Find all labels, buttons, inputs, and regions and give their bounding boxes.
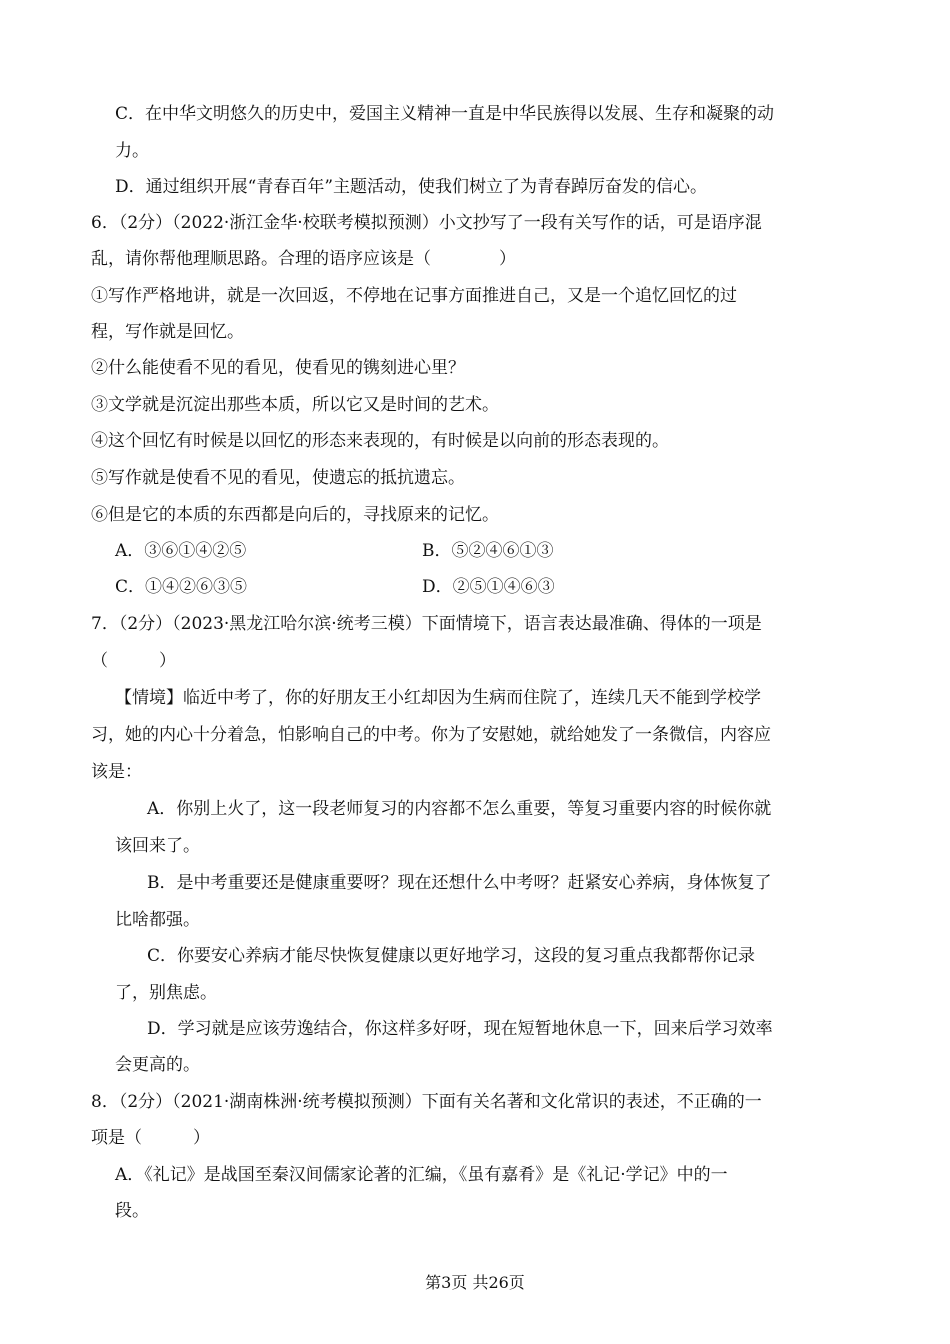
q7-option-a-line2: 该回来了。: [115, 836, 200, 856]
q6-option-b: B．⑤②④⑥①③: [422, 541, 554, 561]
q5-option-c-line1: C．在中华文明悠久的历史中，爱国主义精神一直是中华民族得以发展、生存和凝聚的动: [115, 104, 775, 124]
q6-stem-line2: 乱，请你帮他理顺思路。合理的语序应该是（ ）: [91, 249, 516, 269]
q6-option-a: A．③⑥①④②⑤: [115, 541, 247, 561]
q7-option-c-line1: C．你要安心养病才能尽快恢复健康以更好地学习，这段的复习重点我都帮你记录: [147, 946, 756, 966]
q7-option-a-line1: A．你别上火了，这一段老师复习的内容都不怎么重要，等复习重要内容的时候你就: [147, 799, 772, 819]
q8-option-a-line1: A．《礼记》是战国至秦汉间儒家论著的汇编，《虽有嘉肴》是《礼记·学记》中的一: [115, 1165, 728, 1185]
q5-option-d: D．通过组织开展“青春百年”主题活动，使我们树立了为青春踔厉奋发的信心。: [115, 177, 708, 197]
q7-stem-line1: 7．（2分）（2023·黑龙江哈尔滨·统考三模）下面情境下，语言表达最准确、得体的一项是: [91, 614, 762, 634]
q5-option-c-line2: 力。: [115, 141, 149, 161]
q8-stem-line1: 8．（2分）（2021·湖南株洲·统考模拟预测）下面有关名著和文化常识的表述，不正确的一: [91, 1092, 762, 1112]
page-footer: 第3页 共26页: [425, 1273, 525, 1292]
q7-context-line1: 【情境】临近中考了，你的好朋友王小红却因为生病而住院了，连续几天不能到学校学: [115, 688, 761, 708]
q7-option-b-line1: B．是中考重要还是健康重要呀？现在还想什么中考呀？赶紧安心养病，身体恢复了: [147, 873, 772, 893]
q6-stem-line1: 6．（2分）（2022·浙江金华·校联考模拟预测）小文抄写了一段有关写作的话，可是语序混: [91, 213, 762, 233]
q7-context-line2: 习，她的内心十分着急，怕影响自己的中考。你为了安慰她，就给她发了一条微信，内容应: [91, 725, 771, 745]
q6-sentence-6: ⑥但是它的本质的东西都是向后的，寻找原来的记忆。: [91, 505, 499, 525]
q8-option-a-line2: 段。: [115, 1201, 149, 1221]
q6-sentence-1-line2: 程，写作就是回忆。: [91, 322, 244, 342]
q7-context-line3: 该是：: [91, 762, 142, 782]
q6-sentence-5: ⑤写作就是使看不见的看见，使遗忘的抵抗遗忘。: [91, 468, 465, 488]
q6-sentence-2: ②什么能使看不见的看见，使看见的镌刻进心里？: [91, 358, 465, 378]
q6-sentence-1-line1: ①写作严格地讲，就是一次回返，不停地在记事方面推进自己，又是一个追忆回忆的过: [91, 286, 737, 306]
q7-option-d-line1: D．学习就是应该劳逸结合，你这样多好呀，现在短暂地休息一下，回来后学习效率: [147, 1019, 773, 1039]
q7-stem-line2: （ ）: [91, 651, 176, 671]
q6-sentence-4: ④这个回忆有时候是以回忆的形态来表现的，有时候是以向前的形态表现的。: [91, 431, 669, 451]
q6-sentence-3: ③文学就是沉淀出那些本质，所以它又是时间的艺术。: [91, 395, 499, 415]
q7-option-c-line2: 了，别焦虑。: [115, 983, 217, 1003]
q6-option-c: C．①④②⑥③⑤: [115, 577, 248, 597]
q7-option-d-line2: 会更高的。: [115, 1055, 200, 1075]
q6-option-d: D．②⑤①④⑥③: [422, 577, 555, 597]
q8-stem-line2: 项是（ ）: [91, 1128, 210, 1148]
q7-option-b-line2: 比啥都强。: [115, 910, 200, 930]
